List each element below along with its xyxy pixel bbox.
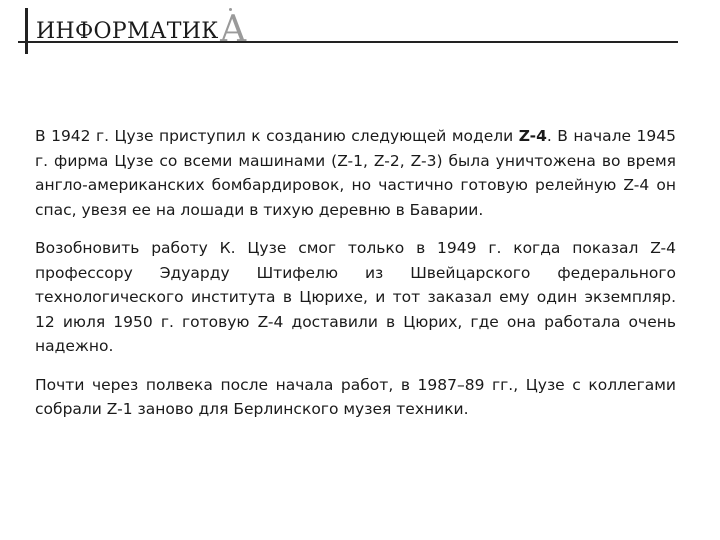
paragraph-1 [35, 124, 676, 222]
paragraph-2: Возобновить работу К. Цузе смог только в 1949 г. когда показал Z-4 профессору Эдуарду Штифелю из Швейцарского федерального технологического института в Цюрихе, и тот заказал ему один экземпляр. 12 июля 1950 г. готовую Z-4 доставили в Цюрих, где она работала очень надежно. [35, 239, 676, 355]
title-main: ИНФОРМАТИК [36, 19, 219, 44]
paragraph-1-after: . В начале 1945 г. фирма Цузе со всеми машинами (Z-1, Z-2, Z-3) была уничтожена во время англо-американских бомбардировок, но частично готовую релейную Z-4 он спас, увезя ее на лошади в тихую деревню в Баварии. [35, 127, 676, 219]
paragraph-1-bold: Z-4 [518, 127, 547, 145]
slide-content [35, 124, 676, 436]
paragraph-1-before: В 1942 г. Цузе приступил к созданию следующей модели [35, 127, 519, 145]
header-vertical-rule [25, 8, 28, 54]
title-last-letter: А [219, 9, 248, 50]
paragraph-3: Почти через полвека после начала работ, в 1987–89 гг., Цузе с коллегами собрали Z-1 заново для Берлинского музея техники. [35, 375, 676, 418]
page-title [36, 9, 248, 50]
